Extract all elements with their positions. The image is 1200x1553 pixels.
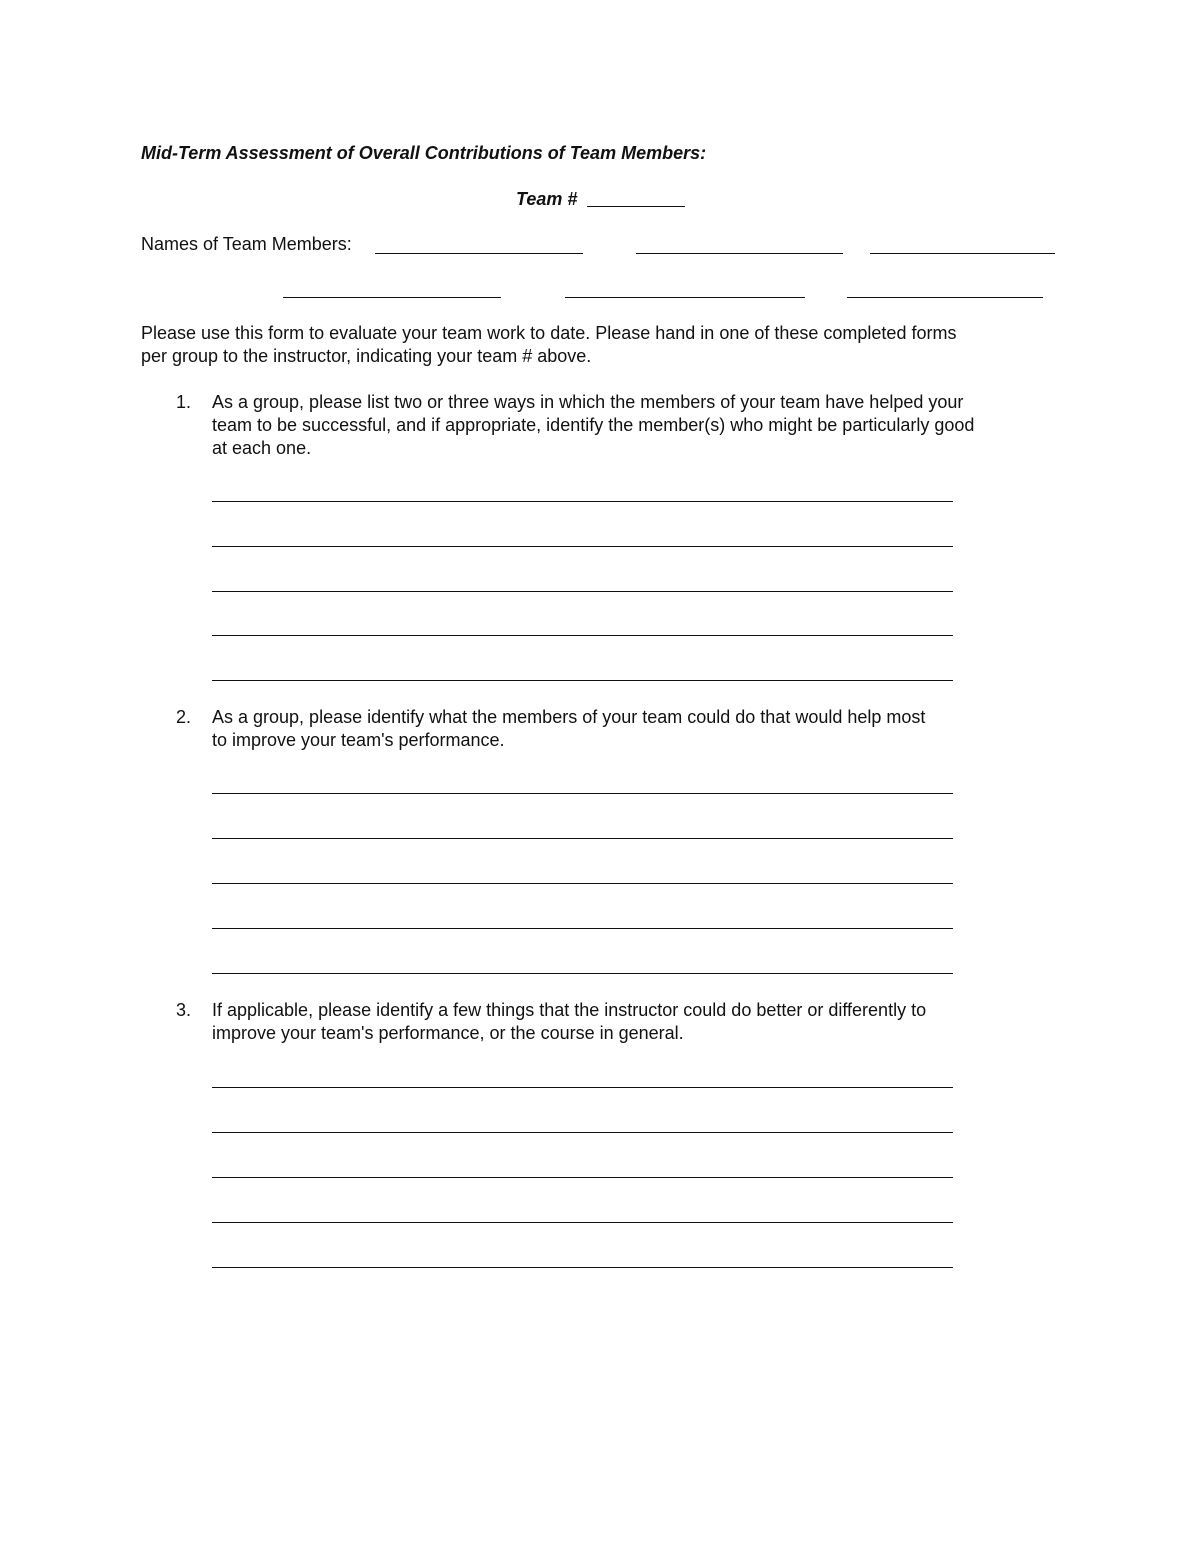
question-line: improve your team's performance, or the course in general.	[212, 1023, 684, 1043]
team-members-label: Names of Team Members:	[141, 234, 352, 254]
question-3-answer-line[interactable]	[212, 1222, 953, 1223]
question-3-answer-line[interactable]	[212, 1177, 953, 1178]
question-1-text	[212, 391, 974, 460]
question-2-answer-line[interactable]	[212, 928, 953, 929]
question-3-answer-line[interactable]	[212, 1132, 953, 1133]
question-line: As a group, please identify what the members of your team could do that would help most	[212, 707, 926, 727]
question-3-text	[212, 999, 926, 1045]
question-2-answer-line[interactable]	[212, 973, 953, 974]
question-line: If applicable, please identify a few things that the instructor could do better or differently to	[212, 1000, 927, 1020]
question-1-answer-line[interactable]	[212, 501, 953, 502]
form-title: Mid-Term Assessment of Overall Contributions of Team Members:	[141, 143, 707, 163]
team-number-field[interactable]	[587, 206, 685, 207]
question-3-number: 3.	[176, 1000, 192, 1020]
question-2-answer-line[interactable]	[212, 883, 953, 884]
instructions	[141, 322, 1071, 368]
question-line: team to be successful, and if appropriate, identify the member(s) who might be particularly good	[212, 415, 975, 435]
member-name-field-4[interactable]	[283, 297, 501, 298]
member-name-field-3[interactable]	[870, 253, 1055, 254]
member-name-field-5[interactable]	[565, 297, 805, 298]
question-1-answer-line[interactable]	[212, 635, 953, 636]
question-line: at each one.	[212, 438, 312, 458]
question-2-text	[212, 706, 925, 752]
instructions-line: per group to the instructor, indicating your team # above.	[141, 346, 592, 366]
question-2-answer-line[interactable]	[212, 793, 953, 794]
question-line: As a group, please list two or three ways in which the members of your team have helped your	[212, 392, 964, 412]
question-line: to improve your team's performance.	[212, 730, 505, 750]
member-name-field-2[interactable]	[636, 253, 843, 254]
instructions-line: Please use this form to evaluate your team work to date. Please hand in one of these completed forms	[141, 323, 957, 343]
question-1-number: 1.	[176, 392, 192, 412]
question-3-answer-line[interactable]	[212, 1087, 953, 1088]
question-2-number: 2.	[176, 707, 192, 727]
team-number-label: Team #	[516, 189, 578, 209]
question-1-answer-line[interactable]	[212, 546, 953, 547]
question-2-answer-line[interactable]	[212, 838, 953, 839]
question-1-answer-line[interactable]	[212, 591, 953, 592]
question-1-answer-line[interactable]	[212, 680, 953, 681]
member-name-field-1[interactable]	[375, 253, 583, 254]
member-name-field-6[interactable]	[847, 297, 1043, 298]
question-3-answer-line[interactable]	[212, 1267, 953, 1268]
